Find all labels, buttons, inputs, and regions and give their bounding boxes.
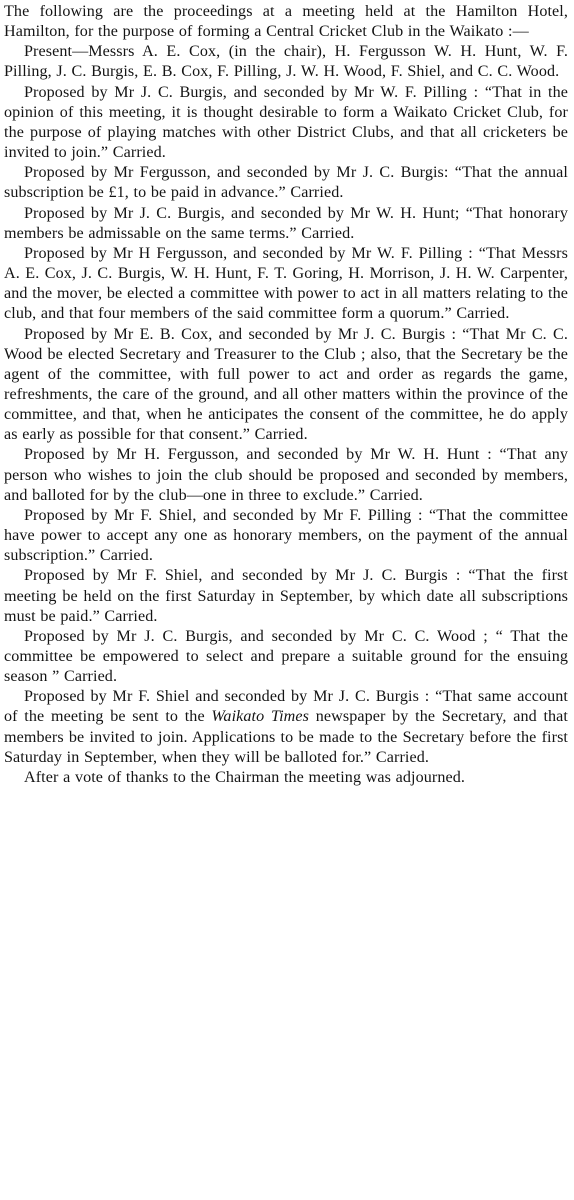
resolution-first-meeting: Proposed by Mr F. Shiel, and seconded by Mr J. C. Burgis : “That the first meeting be held on the first Saturday in September, by which date all subscriptions must be paid.” Carried. <box>4 567 568 625</box>
resolution-publication <box>4 687 568 768</box>
resolution-committee: Proposed by Mr H Fergusson, and seconded by Mr W. F. Pilling : “That Messrs A. E. Cox, J. C. Burgis, W. H. Hunt, F. T. Goring, H. Morrison, J. H. W. Carpenter, and the mover, be elected a committee with power to act in all matters relating to the club, and that four members of the said committee form a quorum.” Carried. <box>4 244 568 323</box>
resolution-form-club: Proposed by Mr J. C. Burgis, and seconded by Mr W. F. Pilling : “That in the opinion of this meeting, it is thought desirable to form a Waikato Cricket Club, for the purpose of playing matches with other District Clubs, and that all cricketers be invited to join.” Carried. <box>4 83 568 162</box>
resolution-secretary: Proposed by Mr E. B. Cox, and seconded by Mr J. C. Burgis : “That Mr C. C. Wood be elected Secretary and Treasurer to the Club ; also, that the Secretary be the agent of the committee, with full power to act and order as regards the game, refreshments, the care of the ground, and all other matters within the province of the committee, and that, when he anticipates the consent of the committee, he do apply as early as possible for that consent.” Carried. <box>4 325 568 444</box>
resolution-honorary-members: Proposed by Mr J. C. Burgis, and seconded by Mr W. H. Hunt; “That honorary members be admissable on the same terms.” Carried. <box>4 204 568 242</box>
publication-text-before: Proposed by Mr F. Shiel and seconded by Mr J. C. Burgis : “That same account of the meeting be sent to the <box>4 688 568 726</box>
resolution-ballot: Proposed by Mr H. Fergusson, and seconded by Mr W. H. Hunt : “That any person who wishes to join the club should be proposed and seconded by members, and balloted for by the club—one in three to exclude.” Carried. <box>4 446 568 504</box>
intro-paragraph: The following are the proceedings at a meeting held at the Hamilton Hotel, Hamilton, for the purpose of forming a Central Cricket Club in the Waikato :— <box>4 3 568 41</box>
attendance-paragraph: Present—Messrs A. E. Cox, (in the chair), H. Fergusson W. H. Hunt, W. F. Pilling, J. C. Burgis, E. B. Cox, F. Pilling, J. W. H. Wood, F. Shiel, and C. C. Wood. <box>4 43 568 81</box>
resolution-committee-powers: Proposed by Mr F. Shiel, and seconded by Mr F. Pilling : “That the committee have power to accept any one as honorary members, on the payment of the annual subscription.” Carried. <box>4 506 568 565</box>
closing-paragraph: After a vote of thanks to the Chairman the meeting was adjourned. <box>24 768 466 786</box>
resolution-subscription: Proposed by Mr Fergusson, and seconded by Mr J. C. Burgis: “That the annual subscription be £1, to be paid in advance.” Carried. <box>4 164 568 202</box>
publication-text-after: newspaper by the Secretary, and that members be invited to join. Applications to be made to the Secretary before the first Saturday in September, when they will be balloted for.” Carried. <box>4 708 568 766</box>
resolution-ground: Proposed by Mr J. C. Burgis, and seconded by Mr C. C. Wood ; “ That the committee be empowered to select and prepare a suitable ground for the ensuing season ” Carried. <box>4 627 568 686</box>
newspaper-title: Waikato Times <box>211 708 310 726</box>
